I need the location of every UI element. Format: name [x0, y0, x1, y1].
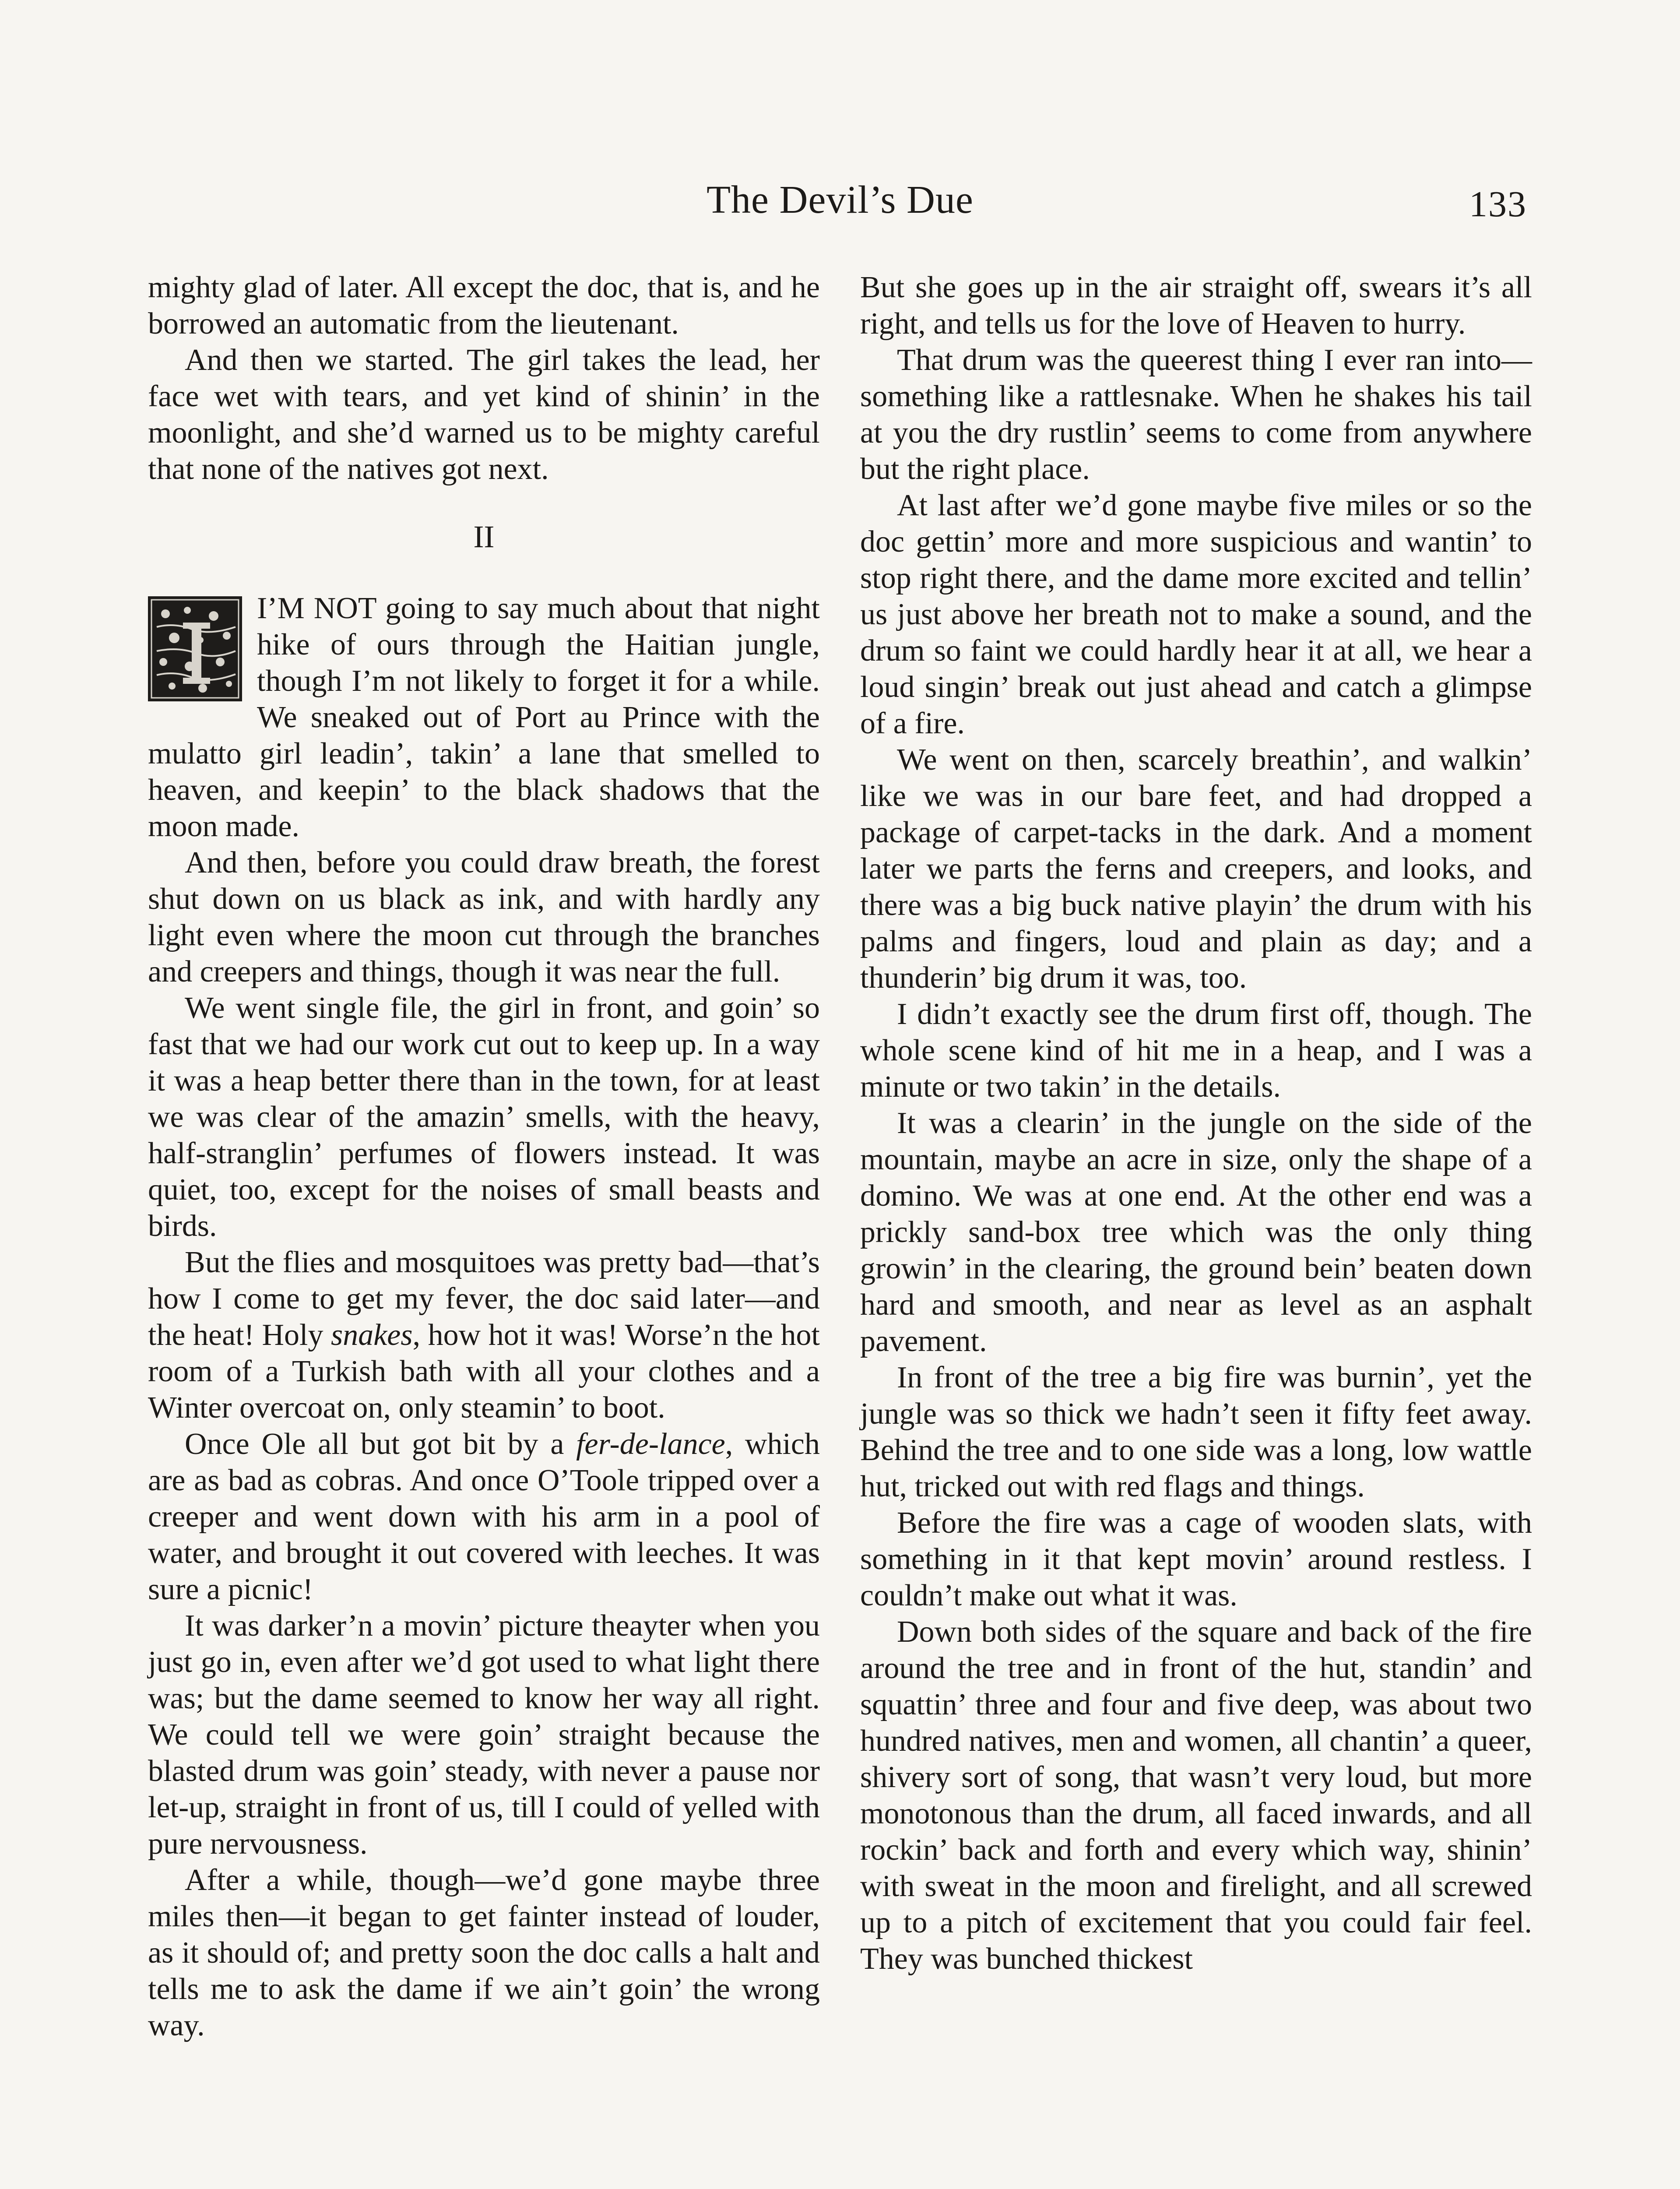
paragraph: [148, 1426, 820, 1608]
text-run: , which are as bad as cobras. And once O’Toole tripped over a creeper and went down with his arm in a pool of water, and brought it out covered with leeches. It was sure a picnic!: [148, 1427, 820, 1606]
paragraph: After a while, though—we’d gone maybe three miles then—it began to get fainter instead of louder, as it should of; and pretty soon the doc calls a halt and tells me to ask the dame if we ain’t goin’ the wrong way.: [148, 1863, 820, 2042]
paragraph: That drum was the queerest thing I ever ran into—something like a rattlesnake. When he shakes his tail at you the dry rustlin’ seems to come from anywhere but the right place.: [860, 343, 1532, 486]
paragraph: And then, before you could draw breath, the forest shut down on us black as ink, and with hardly any light even where the moon cut through the branches and creepers and things, though it was near the full.: [148, 846, 820, 989]
paragraph: Before the fire was a cage of wooden slats, with something in it that kept movin’ around restless. I couldn’t make out what it was.: [860, 1506, 1532, 1612]
paragraph: It was darker’n a movin’ picture theayter when you just go in, even after we’d got used to what light there was; but the dame seemed to know her way all right. We could tell we were goin’ straight because the blasted drum was goin’ steady, with never a pause nor let-up, straight in front of us, till I could of yelled with pure nervousness.: [148, 1609, 820, 1861]
chapter-opening-paragraph: [148, 590, 820, 845]
paragraph: At last after we’d gone maybe five miles or so the doc gettin’ more and more suspicious and wantin’ to stop right there, and the dame more excited and tellin’ us just above her breath not to make a sound, and the drum so faint we could hardly hear it at all, we hear a loud singin’ break out just ahead and catch a glimpse of a fire.: [860, 489, 1532, 740]
paragraph: In front of the tree a big fire was burnin’, yet the jungle was so thick we hadn’t seen it fifty feet away. Behind the tree and to one side was a long, low wattle hut, tricked out with red flags and things.: [860, 1361, 1532, 1503]
paragraph: mighty glad of later. All except the doc, that is, and he borrowed an automatic from the lieutenant.: [148, 271, 820, 341]
paragraph: [148, 1244, 820, 1426]
italic-text: snakes: [331, 1318, 413, 1352]
running-title: The Devil’s Due: [706, 178, 974, 222]
paragraph: I didn’t exactly see the drum first off, though. The whole scene kind of hit me in a heap, and I was a minute or two takin’ in the details.: [860, 997, 1532, 1104]
text-run: Once Ole all but got bit by a: [185, 1427, 576, 1461]
paragraph: But she goes up in the air straight off, swears it’s all right, and tells us for the love of Heaven to hurry.: [860, 271, 1532, 341]
section-heading: II: [473, 519, 495, 554]
paragraph: We went single file, the girl in front, and goin’ so fast that we had our work cut out to keep up. In a way it was a heap better there than in the town, for at least we was clear of the amazin’ smells, with the heavy, half-stranglin’ perfumes of flowers instead. It was quiet, too, except for the noises of small beasts and birds.: [148, 991, 820, 1243]
text-run: But the flies and mosquitoes was pretty bad—that’s how I come to get my fever, the doc said later—and the heat! Holy: [148, 1246, 820, 1352]
paragraph: And then we started. The girl takes the lead, her face wet with tears, and yet kind of shinin’ in the moonlight, and she’d warned us to be mighty careful that none of the natives got next.: [148, 343, 820, 486]
paragraph: It was a clearin’ in the jungle on the side of the mountain, maybe an acre in size, only the shape of a domino. We was at one end. At the other end was a prickly sand-box tree which was the only thing growin’ in the clearing, the ground bein’ beaten down hard and smooth, and near as level as an asphalt pavement.: [860, 1106, 1532, 1358]
left-column: [148, 269, 820, 2044]
right-column: [860, 269, 1532, 1977]
italic-text: fer-de-lance: [576, 1427, 725, 1461]
text-run: , how hot it was! Worse’n the hot room of a Turkish bath with all your clothes and a Winter overcoat on, only steamin’ to boot.: [148, 1318, 820, 1425]
paragraph: Down both sides of the square and back of the fire around the tree and in front of the hut, standin’ and squattin’ three and four and five deep, was about two hundred natives, men and women, all chantin’ a queer, shivery sort of song, that wasn’t very loud, but more monotonous than the drum, all faced inwards, and all rockin’ back and forth and every which way, shinin’ with sweat in the moon and firelight, and all screwed up to a pitch of excitement that you could fair feel. They was bunched thickest: [860, 1615, 1532, 1976]
paragraph-text: I’M NOT going to say much about that night hike of ours through the Haitian jungle, though I’m not likely to forget it for a while. We sneaked out of Port au Prince with the mulatto girl leadin’, takin’ a lane that smelled to heaven, and keepin’ to the black shadows that the moon made.: [148, 591, 820, 843]
paragraph: We went on then, scarcely breathin’, and walkin’ like we was in our bare feet, and had dropped a package of carpet-tacks in the dark. And a moment later we parts the ferns and creepers, and looks, and there was a big buck native playin’ the drum with his palms and fingers, loud and plain as day; and a thunderin’ big drum it was, too.: [860, 743, 1532, 995]
decorative-initial-icon: [148, 596, 242, 701]
page-number: 133: [1469, 184, 1527, 225]
